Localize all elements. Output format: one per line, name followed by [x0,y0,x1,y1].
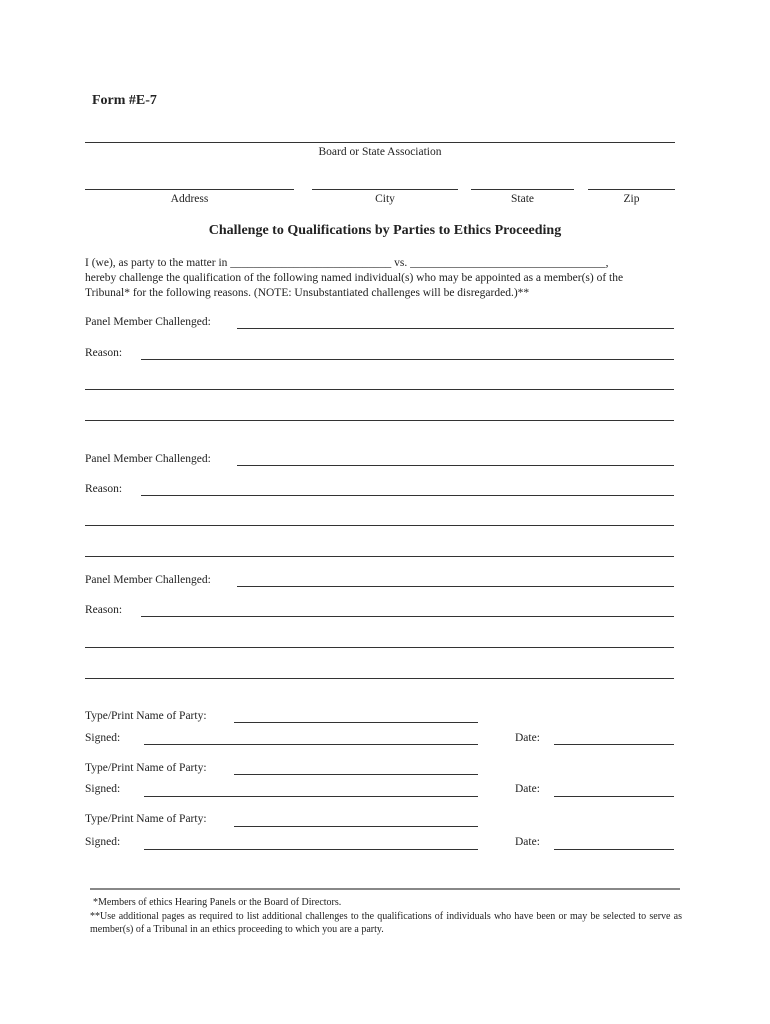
panel-member-label-2: Panel Member Challenged: [85,453,211,465]
date-field-3[interactable] [554,849,674,850]
reason-field-3c[interactable] [85,678,674,679]
reason-field-2c[interactable] [85,556,674,557]
date-label-1: Date: [515,732,540,744]
reason-field-3a[interactable] [141,616,674,617]
date-label-2: Date: [515,783,540,795]
party-name-field-2[interactable] [234,774,478,775]
reason-field-3b[interactable] [85,647,674,648]
party-name-field-1[interactable] [234,722,478,723]
form-number: Form #E-7 [92,93,157,108]
board-line[interactable] [85,142,675,143]
zip-caption: Zip [623,193,640,205]
form-title: Challenge to Qualifications by Parties to Ethics Proceeding [208,223,562,238]
party-name-label-1: Type/Print Name of Party: [85,710,207,722]
reason-field-1b[interactable] [85,389,674,390]
signed-field-1[interactable] [144,744,478,745]
intro-line-2: hereby challenge the qualification of the following named individual(s) who may be appointed as a member(s) of the [85,272,624,284]
footnote-1: *Members of ethics Hearing Panels or the Board of Directors. [93,897,342,908]
signed-label-3: Signed: [85,836,121,848]
address-line[interactable] [85,189,294,190]
reason-field-1a[interactable] [141,359,674,360]
signed-label-1: Signed: [85,732,121,744]
board-caption: Board or State Association [318,146,442,158]
party-name-field-3[interactable] [234,826,478,827]
reason-label-3: Reason: [85,604,123,616]
state-line[interactable] [471,189,574,190]
city-caption: City [375,193,395,205]
reason-label-1: Reason: [85,347,123,359]
reason-field-2a[interactable] [141,495,674,496]
party-name-label-3: Type/Print Name of Party: [85,813,207,825]
panel-member-field-3[interactable] [237,586,674,587]
reason-field-2b[interactable] [85,525,674,526]
date-label-3: Date: [515,836,540,848]
reason-label-2: Reason: [85,483,123,495]
date-field-1[interactable] [554,744,674,745]
reason-field-1c[interactable] [85,420,674,421]
intro-line-1: I (we), as party to the matter in ____________________________ vs. __________________________________, [85,257,609,269]
state-caption: State [511,193,534,205]
panel-member-field-2[interactable] [237,465,674,466]
zip-line[interactable] [588,189,675,190]
city-line[interactable] [312,189,458,190]
party-name-label-2: Type/Print Name of Party: [85,762,207,774]
footnote-divider [90,888,680,890]
signed-field-3[interactable] [144,849,478,850]
panel-member-label-3: Panel Member Challenged: [85,574,211,586]
date-field-2[interactable] [554,796,674,797]
signed-field-2[interactable] [144,796,478,797]
panel-member-field-1[interactable] [237,328,674,329]
signed-label-2: Signed: [85,783,121,795]
intro-line-3: Tribunal* for the following reasons. (NOTE: Unsubstantiated challenges will be disregarded.)** [85,287,530,299]
footnote-2: **Use additional pages as required to list additional challenges to the qualifications of individuals who have been or may be selected to serve as member(s) of a Tribunal in an ethics proceeding to which you are a party. [90,911,682,935]
address-caption: Address [170,193,209,205]
panel-member-label-1: Panel Member Challenged: [85,316,211,328]
intro-paragraph [85,256,685,301]
